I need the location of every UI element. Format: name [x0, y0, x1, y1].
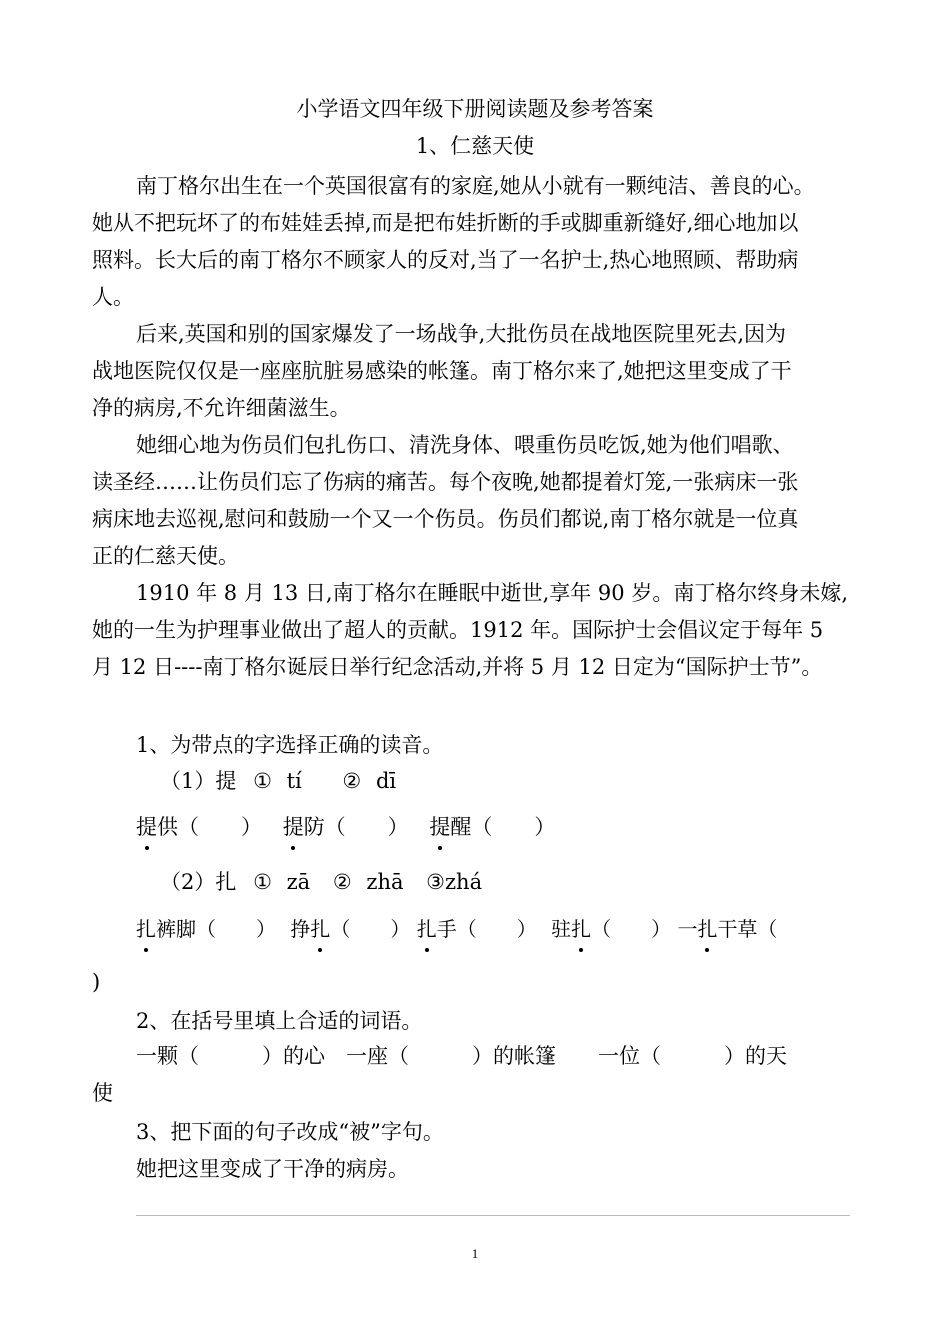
question-2-heading: 2、在括号里填上合适的词语。	[136, 1009, 423, 1033]
question-1-part-1-words	[136, 812, 555, 842]
dotted-char: 提	[429, 812, 450, 842]
passage-line: 读圣经……让伤员们忘了伤病的痛苦。每个夜晚,她都提着灯笼,一张病床一张	[92, 470, 799, 494]
passage-line: 人。	[92, 285, 134, 309]
page-number: 1	[471, 1246, 479, 1261]
wrapped-bracket: )	[92, 970, 101, 994]
dotted-char: 扎	[136, 914, 156, 944]
passage-line: 她细心地为伤员们包扎伤口、清洗身体、喂重伤员吃饭,她为他们唱歌、	[136, 433, 794, 457]
question-1-part-1	[160, 766, 396, 796]
passage-line: 1910 年 8 月 13 日,南丁格尔在睡眠中逝世,享年 90 岁。南丁格尔终身未嫁,	[136, 581, 848, 605]
option-pinyin: zā	[286, 870, 311, 894]
dotted-char: 扎	[417, 914, 437, 944]
part-label: （1）提	[160, 769, 237, 793]
passage-line: 南丁格尔出生在一个英国很富有的家庭,她从小就有一颗纯洁、善良的心。	[136, 174, 815, 198]
question-1-part-2-words	[136, 914, 777, 944]
word-item: 提防（ ）	[283, 815, 409, 839]
story-title: 1、仁慈天使	[415, 134, 535, 158]
passage-line: 照料。长大后的南丁格尔不顾家人的反对,当了一名护士,热心地照顾、帮助病	[92, 248, 799, 272]
word-item: 挣扎（ ）	[290, 917, 410, 941]
question-3-sentence: 她把这里变成了干净的病房。	[136, 1157, 409, 1181]
dotted-char: 扎	[310, 914, 330, 944]
word-item: 提醒（ ）	[429, 815, 555, 839]
word-item: 一扎干草（	[677, 917, 777, 941]
option-marker: ①	[253, 769, 272, 793]
word-item: 驻扎（ ）	[551, 917, 671, 941]
passage-line: 月 12 日----南丁格尔诞辰日举行纪念活动,并将 5 月 12 日定为“国际护士节”。	[92, 655, 823, 679]
option-marker: ②	[332, 870, 352, 894]
passage-line: 她从不把玩坏了的布娃娃丢掉,而是把布娃折断的手或脚重新缝好,细心地加以	[92, 211, 799, 235]
option-pinyin: tí	[286, 769, 302, 793]
dotted-char: 扎	[697, 914, 717, 944]
passage-line: 她的一生为护理事业做出了超人的贡献。1912 年。国际护士会倡议定于每年 5	[92, 618, 824, 642]
passage-line: 病床地去巡视,慰问和鼓励一个又一个伤员。伤员们都说,南丁格尔就是一位真	[92, 507, 799, 531]
dotted-char: 提	[283, 812, 304, 842]
document-title: 小学语文四年级下册阅读题及参考答案	[296, 97, 654, 121]
part-label: （2）扎	[160, 870, 237, 894]
question-1-part-2	[160, 867, 482, 897]
passage-line: 战地医院仅仅是一座座肮脏易感染的帐篷。南丁格尔来了,她把这里变成了干	[92, 359, 792, 383]
question-3-heading: 3、把下面的句子改成“被”字句。	[136, 1120, 444, 1144]
option-pinyin: dī	[375, 769, 397, 793]
word-item: 扎裤脚（ ）	[136, 917, 276, 941]
word-item: 扎手（ ）	[417, 917, 537, 941]
option-pinyin: ③zhá	[426, 870, 483, 894]
footer-divider	[136, 1215, 850, 1216]
option-marker: ①	[253, 870, 272, 894]
passage-line: 后来,英国和别的国家爆发了一场战争,大批伤员在战地医院里死去,因为	[136, 322, 787, 346]
question-2-wrap: 使	[92, 1081, 113, 1105]
passage-line: 净的病房,不允许细菌滋生。	[92, 396, 351, 420]
option-marker: ②	[342, 769, 362, 793]
word-item: 提供（ ）	[136, 815, 262, 839]
dotted-char: 扎	[571, 914, 591, 944]
question-2-blanks: 一颗（ ）的心 一座（ ）的帐篷 一位（ ）的天	[136, 1044, 787, 1068]
option-pinyin: zhā	[366, 870, 404, 894]
question-1-heading: 1、为带点的字选择正确的读音。	[136, 733, 444, 757]
passage-line: 正的仁慈天使。	[92, 544, 239, 568]
dotted-char: 提	[136, 812, 157, 842]
